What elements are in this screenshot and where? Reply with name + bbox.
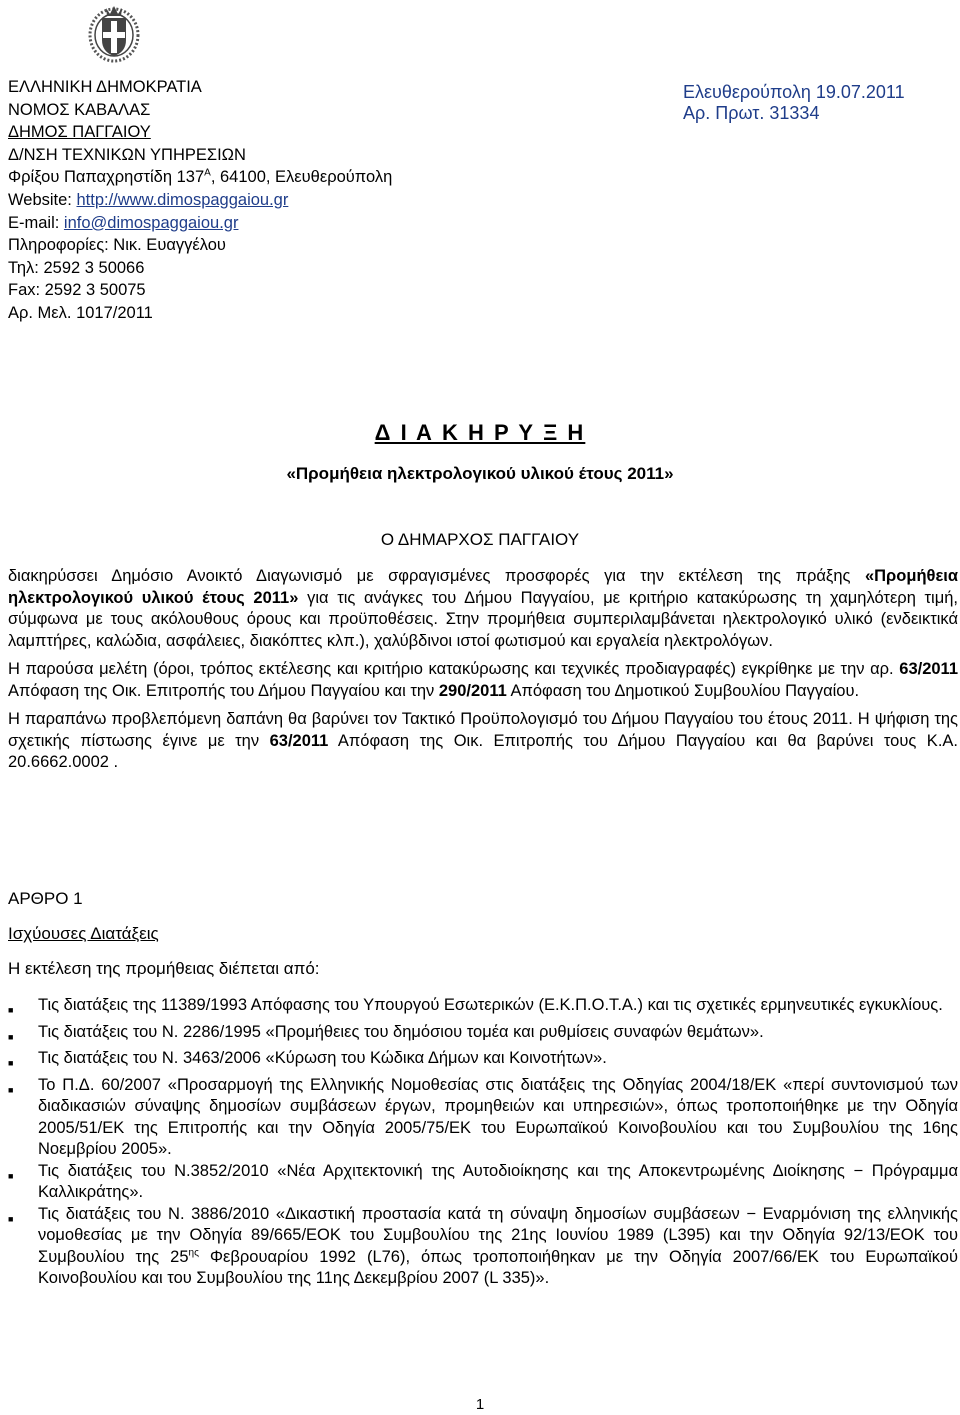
p1-text: διακηρύσσει Δημόσιο Ανοικτό Διαγωνισμό με σφραγισμένες προσφορές για την εκτέλεση της πράξης	[8, 567, 865, 585]
list-item-text: Τις διατάξεις του Ν.3852/2010 «Νέα Αρχιτεκτονική της Αυτοδιοίκησης και της Αποκεντρωμένης Διοίκησης − Πρόγραμμα Καλλικράτης».	[38, 1161, 958, 1201]
p3-bold: 63/2011	[269, 731, 329, 750]
list-item	[8, 1204, 958, 1290]
address-street: Φρίξου Παπαχρηστίδη 137	[8, 168, 205, 187]
p3-text: Η παραπάνω προβλεπόμενη δαπάνη θα βαρύνει τον Τακτικό Προϋπολογισμό του Δήμου Παγγαίου του έτους 2011. Η ψήφιση της σχετικής πίστωσης έγινε με την	[8, 710, 958, 750]
p2-text-3: Απόφαση του Δημοτικού Συμβουλίου Παγγαίου.	[506, 681, 860, 700]
list-item-text-b: Φεβρουαρίου 1992 (L76), όπως τροποποιήθηκαν με την Οδηγία 2007/66/ΕΚ του Ευρωπαϊκού Κοινοβουλίου και του Συμβουλίου της 11ης Δεκεμβρίου 2007 (L 335)».	[38, 1247, 958, 1287]
phone-line: Τηλ: 2592 3 50066	[8, 258, 145, 277]
place-date: Ελευθερούπολη 19.07.2011	[683, 82, 905, 102]
article-intro: Η εκτέλεση της προμήθειας διέπεται από:	[8, 959, 320, 978]
email-link[interactable]: info@dimospaggaiou.gr	[63, 213, 239, 232]
list-item-text: Τις διατάξεις του Ν. 2286/1995 «Προμήθειες του δημόσιου τομέα και ρυθμίσεις συναφών θεμάτων».	[38, 1022, 764, 1041]
p2-text: Η παρούσα μελέτη (όροι, τρόπος εκτέλεσης και κριτήριο κατακύρωσης και τεχνικές προδιαγραφές) εγκρίθηκε με την αρ.	[8, 660, 900, 678]
p3-text-2: Απόφαση της Οικ. Επιτροπής του Δήμου Παγγαίου και θα βαρύνει τους Κ.Α. 20.6662.0002 .	[8, 731, 958, 771]
list-item	[8, 1048, 958, 1075]
p1-bold: «Προμήθεια ηλεκτρολογικού υλικού έτους 2011»	[8, 567, 958, 607]
list-item	[8, 995, 958, 1022]
article-heading: ΑΡΘΡΟ 1	[8, 889, 83, 908]
paragraph-3	[8, 709, 958, 774]
website-line	[8, 189, 392, 212]
body-text	[8, 566, 958, 781]
email-label: E-mail:	[8, 213, 64, 232]
issuer-block	[8, 76, 392, 325]
website-link[interactable]: http://www.dimospaggaiou.gr	[76, 190, 289, 209]
website-label: Website:	[8, 190, 77, 209]
bullet-icon: ■	[8, 1213, 14, 1224]
date-block	[683, 82, 905, 124]
paragraph-1	[8, 566, 958, 652]
mayor-heading: Ο ΔΗΜΑΡΧΟΣ ΠΑΓΓΑΙΟΥ	[380, 530, 580, 549]
reference-number: Αρ. Μελ. 1017/2011	[8, 303, 153, 322]
municipality-line: ΔΗΜΟΣ ΠΑΓΓΑΙΟΥ	[8, 123, 151, 142]
bullet-icon: ■	[8, 1058, 14, 1068]
p1-text-2: για τις ανάγκες του Δήμου Παγγαίου, με κριτήριο κατακύρωσης τη χαμηλότερη τιμή, σύμφωνα με τους ακόλουθους όρους και προϋποθέσεις. Στην προμήθεια συμπεριλαμβάνεται ηλεκτρολογικό υλικό (ενδεικτικά λαμπτήρες, καλώδια, ασφάλειες, διακόπτες κλπ.), χαλύβδινοι ιστοί φωτισμού και εργαλεία ηλεκτρολόγων.	[8, 588, 958, 650]
list-item-text-a: Τις διατάξεις του Ν. 3886/2010 «Δικαστική προστασία κατά τη σύναψη δημοσίων συμβάσεων − Εναρμόνιση της ελληνικής νομοθεσίας με την Οδηγία 89/665/ΕΟΚ του Συμβουλίου της 21ης Ιουνίου 1989 (L395) και την Οδηγία 92/13/ΕΟΚ του Συμβουλίου της 25	[38, 1204, 958, 1266]
address-line	[8, 166, 392, 189]
greek-coat-of-arms-emblem	[84, 2, 144, 64]
info-line: Πληροφορίες: Νικ. Ευαγγέλου	[8, 236, 226, 255]
document-title: Δ Ι Α Κ Η Ρ Υ Ξ Η	[374, 420, 586, 445]
fax-line: Fax: 2592 3 50075	[8, 281, 146, 300]
list-item-text: Τις διατάξεις του Ν. 3463/2006 «Κύρωση του Κώδικα Δήμων και Κοινοτήτων».	[38, 1049, 607, 1067]
list-item-text	[38, 1204, 958, 1290]
paragraph-2	[8, 659, 958, 702]
p2-text-2: Απόφαση της Οικ. Επιτροπής του Δήμου Παγγαίου και την	[8, 681, 439, 700]
bullet-icon: ■	[8, 1170, 14, 1181]
directorate-line: Δ/ΝΣΗ ΤΕΧΝΙΚΩΝ ΥΠΗΡΕΣΙΩΝ	[8, 145, 246, 164]
address-city: , 64100, Ελευθερούπολη	[210, 168, 393, 187]
list-item-text: Τις διατάξεις της 11389/1993 Απόφασης του Υπουργού Εσωτερικών (Ε.Κ.Π.Ο.Τ.Α.) και τις σχετικές ερμηνευτικές εγκυκλίους.	[38, 996, 943, 1014]
bullet-icon: ■	[8, 1031, 14, 1042]
p2-bold-2: 290/2011	[438, 681, 507, 700]
bullet-icon: ■	[8, 1084, 14, 1095]
protocol-number: Αρ. Πρωτ. 31334	[683, 103, 820, 123]
list-item-text: Το Π.Δ. 60/2007 «Προσαρμογή της Ελληνικής Νομοθεσίας στις διατάξεις της Οδηγίας 2004/18/ΕΚ «περί συντονισμού των διαδικασιών σύναψης δημοσίων συμβάσεων έργων, προμηθειών και υπηρεσιών», όπως τροποποιήθηκε με την Οδηγία 2005/51/ΕΚ της Επιτροπής και την Οδηγία 2005/75/ΕΚ του Ευρωπαϊκού Κοινοβουλίου και του Συμβουλίου της 16ης Νοεμβρίου 2005».	[38, 1075, 958, 1158]
p2-bold: 63/2011	[899, 660, 958, 678]
address-superscript: Α	[204, 167, 211, 179]
provisions-list	[8, 995, 958, 1290]
republic-line: ΕΛΛΗΝΙΚΗ ΔΗΜΟΚΡΑΤΙΑ	[8, 78, 202, 96]
article-subheading: Ισχύουσες Διατάξεις	[8, 924, 159, 943]
list-item	[8, 1022, 958, 1049]
prefecture-line: ΝΟΜΟΣ ΚΑΒΑΛΑΣ	[8, 100, 151, 119]
list-item	[8, 1075, 958, 1161]
list-item-superscript: ης	[188, 1247, 199, 1258]
page-number: 1	[475, 1396, 485, 1413]
email-line	[8, 212, 392, 235]
article-header	[8, 888, 320, 993]
document-subtitle: «Προμήθεια ηλεκτρολογικού υλικού έτους 2011»	[286, 464, 674, 483]
list-item	[8, 1161, 958, 1204]
bullet-icon: ■	[8, 1005, 14, 1015]
